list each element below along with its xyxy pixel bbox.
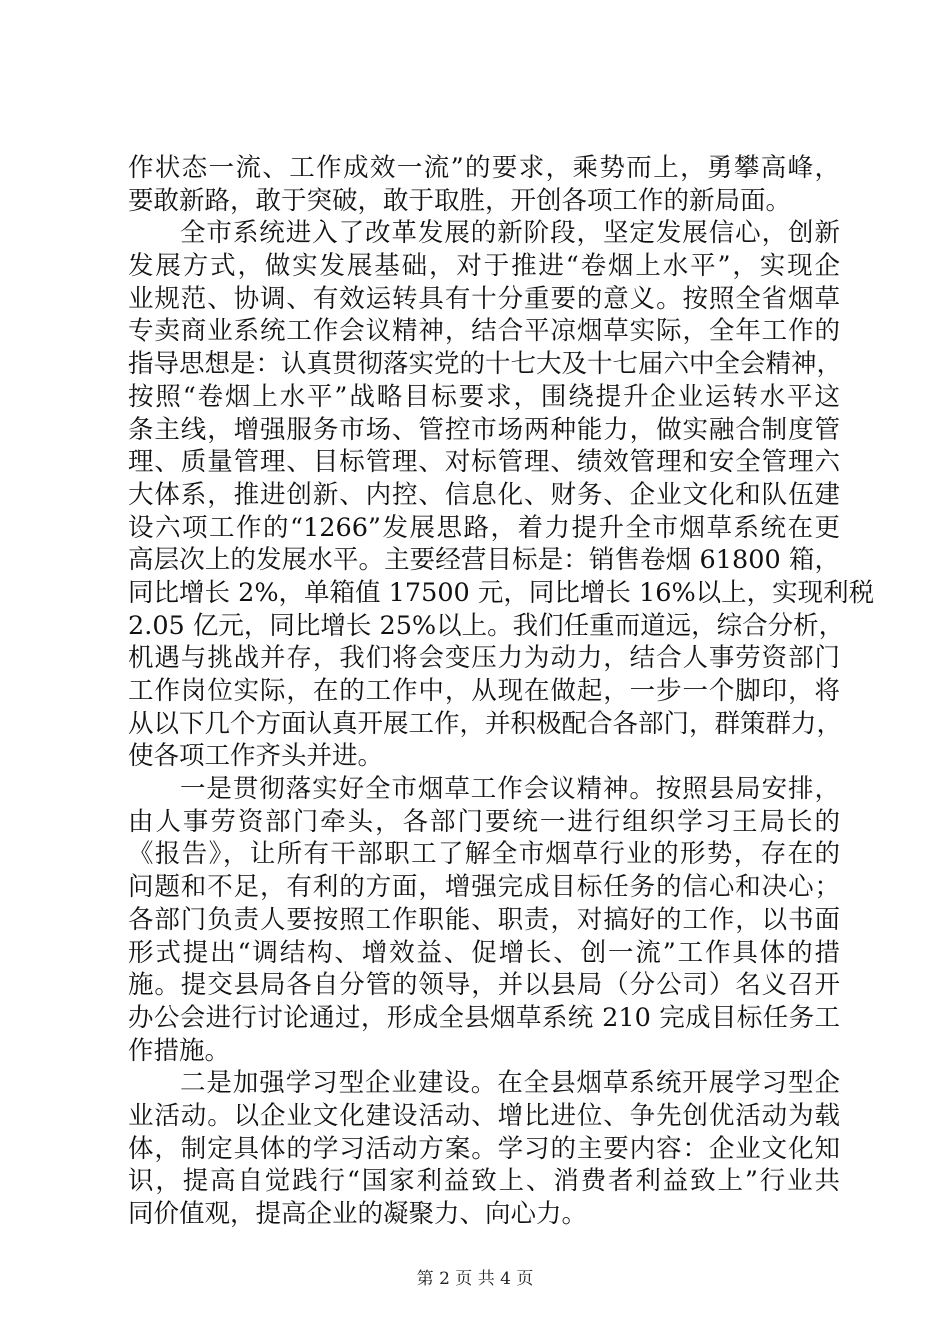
text-line: 一是贯彻落实好全市烟草工作会议精神。按照县局安排， bbox=[180, 774, 840, 805]
text-line: 设六项工作的“1266”发展思路，着力提升全市烟草系统在更 bbox=[128, 512, 840, 543]
text-line: 《报告》，让所有干部职工了解全市烟草行业的形势，存在的 bbox=[128, 839, 840, 870]
text-line: 从以下几个方面认真开展工作，并积极配合各部门，群策群力， bbox=[128, 708, 843, 739]
text-line: 问题和不足，有利的方面，增强完成目标任务的信心和决心； bbox=[128, 872, 840, 903]
paragraph bbox=[128, 1067, 840, 1230]
text-line: 业规范、协调、有效运转具有十分重要的意义。按照全省烟草 bbox=[128, 283, 840, 314]
text-line: 作状态一流、工作成效一流”的要求，乘势而上，勇攀高峰， bbox=[128, 153, 840, 183]
text-line: 同价值观，提高企业的凝聚力、向心力。 bbox=[128, 1199, 588, 1229]
document-body bbox=[128, 152, 875, 1231]
page-number-footer: 第 2 页 共 4 页 bbox=[416, 1269, 534, 1289]
text-line: 工作岗位实际，在的工作中，从现在做起，一步一个脚印，将 bbox=[128, 676, 840, 706]
text-line: 按照“卷烟上水平”战略目标要求，围绕提升企业运转水平这 bbox=[128, 381, 840, 412]
text-line: 办公会进行讨论通过，形成全县烟草系统 210 完成目标任务工 bbox=[128, 1002, 840, 1033]
text-line: 专卖商业系统工作会议精神，结合平凉烟草实际，全年工作的 bbox=[128, 316, 840, 347]
paragraph bbox=[128, 773, 840, 1067]
text-line: 施。提交县局各自分管的领导，并以县局（分公司）名义召开 bbox=[128, 970, 840, 1001]
text-line: 同比增长 2%，单箱值 17500 元，同比增长 16%以上，实现利税 bbox=[128, 577, 875, 608]
text-line: 由人事劳资部门牵头，各部门要统一进行组织学习王局长的 bbox=[128, 806, 840, 837]
text-line: 各部门负责人要按照工作职能、职责，对搞好的工作，以书面 bbox=[128, 904, 840, 935]
text-line: 理、质量管理、目标管理、对标管理、绩效管理和安全管理六 bbox=[128, 447, 840, 478]
text-line: 指导思想是：认真贯彻落实党的十七大及十七届六中全会精神， bbox=[128, 349, 843, 380]
paragraph bbox=[128, 217, 875, 773]
text-line: 机遇与挑战并存，我们将会变压力为动力，结合人事劳资部门 bbox=[128, 643, 840, 674]
text-line: 识，提高自觉践行“国家利益致上、消费者利益致上”行业共 bbox=[128, 1166, 840, 1197]
text-line: 体，制定具体的学习活动方案。学习的主要内容：企业文化知 bbox=[128, 1133, 840, 1164]
text-line: 二是加强学习型企业建设。在全县烟草系统开展学习型企 bbox=[180, 1068, 840, 1099]
text-line: 全市系统进入了改革发展的新阶段，坚定发展信心，创新 bbox=[180, 218, 840, 249]
paragraph bbox=[128, 152, 840, 217]
text-line: 作措施。 bbox=[128, 1035, 231, 1066]
text-line: 大体系，推进创新、内控、信息化、财务、企业文化和队伍建 bbox=[128, 479, 840, 510]
text-line: 业活动。以企业文化建设活动、增比进位、争先创优活动为载 bbox=[128, 1100, 840, 1131]
text-line: 使各项工作齐头并进。 bbox=[128, 741, 384, 772]
text-line: 条主线，增强服务市场、管控市场两种能力，做实融合制度管 bbox=[128, 414, 840, 445]
text-line: 要敢新路，敢于突破，敢于取胜，开创各项工作的新局面。 bbox=[128, 185, 792, 216]
text-line: 形式提出“调结构、增效益、促增长、创一流”工作具体的措 bbox=[128, 937, 840, 968]
text-line: 高层次上的发展水平。主要经营目标是：销售卷烟 61800 箱， bbox=[128, 545, 840, 576]
text-line: 发展方式，做实发展基础，对于推进“卷烟上水平”，实现企 bbox=[128, 251, 840, 282]
text-line: 2.05 亿元，同比增长 25%以上。我们任重而道远，综合分析， bbox=[128, 610, 845, 641]
